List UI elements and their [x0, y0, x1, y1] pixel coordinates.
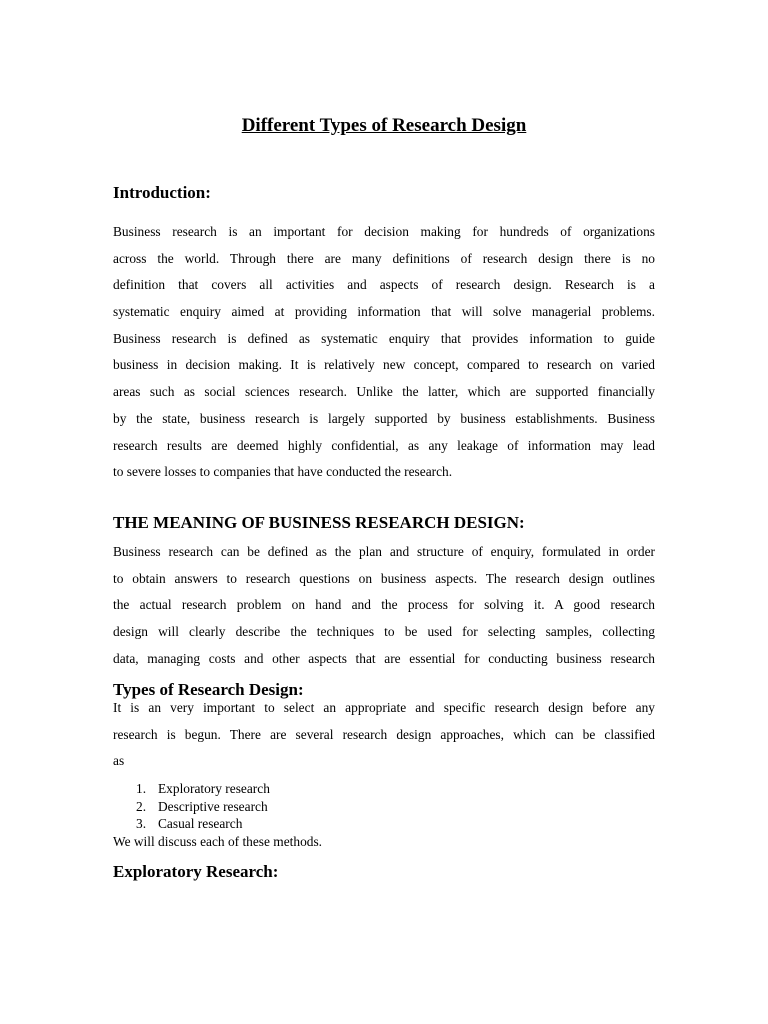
- paragraph-line: the actual research problem on hand and the process for solving it. A good research: [113, 597, 655, 613]
- list-item: [136, 815, 270, 833]
- meaning-paragraph: [113, 539, 655, 672]
- methods-note: We will discuss each of these methods.: [113, 834, 323, 849]
- introduction-paragraph: [113, 219, 655, 486]
- paragraph-line: research is begun. There are several research design approaches, which can be classified: [113, 726, 655, 742]
- types-heading: Types of Research Design:: [113, 680, 304, 699]
- paragraph-line: definition that covers all activities and aspects of research design. Research is a: [113, 277, 655, 293]
- paragraph-line: as: [113, 753, 125, 769]
- list-number: 3.: [136, 816, 147, 832]
- list-number: 1.: [136, 781, 147, 796]
- research-types-list: [136, 780, 270, 833]
- paragraph-line: design will clearly describe the techniques to be used for selecting samples, collecting: [113, 624, 655, 640]
- paragraph-line: business in decision making. It is relatively new concept, compared to research on varied: [113, 357, 655, 373]
- paragraph-line: Business research is defined as systematic enquiry that provides information to guide: [113, 330, 655, 346]
- paragraph-line: It is an very important to select an appropriate and specific research design before any: [113, 700, 655, 715]
- types-paragraph: [113, 695, 655, 775]
- paragraph-line: research results are deemed highly confidential, as any leakage of information may lead: [113, 437, 655, 453]
- introduction-heading: Introduction:: [113, 183, 211, 202]
- list-number: 2.: [136, 798, 147, 814]
- list-item-text: Descriptive research: [158, 798, 268, 814]
- exploratory-heading: Exploratory Research:: [113, 862, 279, 881]
- paragraph-line: to severe losses to companies that have conducted the research.: [113, 464, 453, 480]
- list-item-text: Exploratory research: [158, 781, 270, 796]
- document-title: Different Types of Research Design: [241, 115, 527, 136]
- paragraph-line: data, managing costs and other aspects that are essential for conducting business research: [113, 650, 655, 666]
- paragraph-line: Business research is an important for decision making for hundreds of organizations: [113, 224, 655, 239]
- meaning-heading: THE MEANING OF BUSINESS RESEARCH DESIGN:: [113, 513, 525, 532]
- paragraph-line: by the state, business research is largely supported by business establishments. Business: [113, 410, 655, 426]
- paragraph-line: systematic enquiry aimed at providing information that will solve managerial problems.: [113, 304, 655, 320]
- list-item: [136, 780, 270, 798]
- paragraph-line: areas such as social sciences research. Unlike the latter, which are supported financially: [113, 384, 655, 400]
- list-item: [136, 798, 270, 816]
- paragraph-line: to obtain answers to research questions on business aspects. The research design outlines: [113, 570, 655, 586]
- paragraph-line: across the world. Through there are many definitions of research design there is no: [113, 250, 655, 266]
- list-item-text: Casual research: [158, 816, 243, 832]
- paragraph-line: Business research can be defined as the plan and structure of enquiry, formulated in order: [113, 544, 655, 559]
